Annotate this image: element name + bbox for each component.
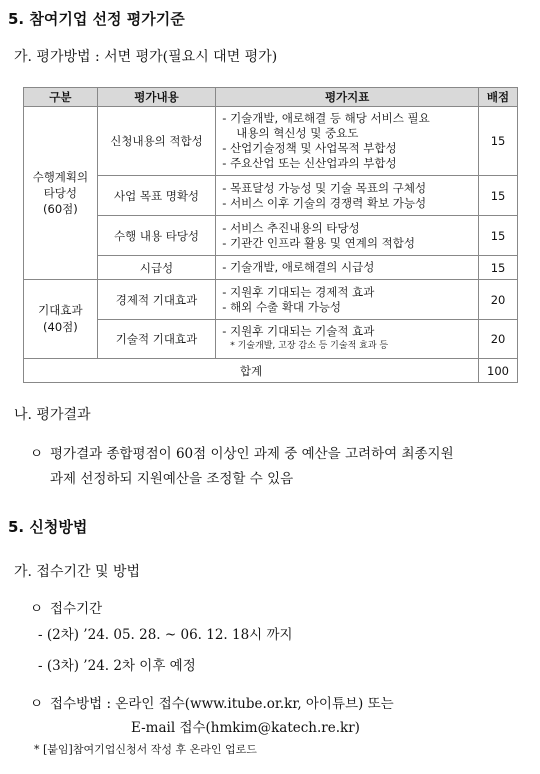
- apply-period-heading: 가. 접수기간 및 방법: [14, 564, 140, 580]
- indicator-cell: - 지원후 기대되는 경제적 효과 - 해외 수출 확대 가능성: [216, 280, 479, 320]
- indicator-cell: - 목표달성 가능성 및 기술 목표의 구체성 - 서비스 이후 기술의 경쟁력 확보 가능성: [216, 176, 479, 216]
- content-cell: 수행 내용 타당성: [97, 216, 216, 256]
- table-row: [24, 256, 518, 280]
- content-cell: 신청내용의 적합성: [97, 107, 216, 176]
- score-cell: 15: [479, 176, 518, 216]
- category-plan-validity: 수행계획의 타당성 (60점): [24, 107, 98, 280]
- table-row: [24, 176, 518, 216]
- header-score: 배점: [479, 88, 518, 107]
- content-cell: 사업 목표 명확성: [97, 176, 216, 216]
- method-line-1: 접수방법 : 온라인 접수(www.itube.or.kr, 아이튜브) 또는: [50, 696, 394, 712]
- result-bullet: ㅇ: [30, 446, 44, 462]
- table-row: [24, 320, 518, 359]
- indicator-cell: - 지원후 기대되는 기술적 효과 * 기술개발, 고장 감소 등 기술적 효과 등: [216, 320, 479, 359]
- indicator-cell: - 기술개발, 애로해결 등 해당 서비스 필요 내용의 혁신성 및 중요도 - 산업기술정책 및 사업목적 부합성 - 주요산업 또는 신산업과의 부합성: [216, 107, 479, 176]
- indicator-cell: - 기술개발, 애로해결의 시급성: [216, 256, 479, 280]
- content-cell: 경제적 기대효과: [97, 280, 216, 320]
- result-line-1: 평가결과 종합평점이 60점 이상인 과제 중 예산을 고려하여 최종지원: [50, 446, 454, 462]
- header-content: 평가내용: [97, 88, 216, 107]
- score-cell: 20: [479, 280, 518, 320]
- method-line-2: E-mail 접수(hmkim@katech.re.kr): [131, 720, 360, 736]
- table-row: [24, 216, 518, 256]
- total-score: 100: [479, 359, 518, 383]
- evaluation-criteria-table: [23, 87, 518, 383]
- header-indicator: 평가지표: [216, 88, 479, 107]
- total-label: 합계: [24, 359, 479, 383]
- section-title: 5. 참여기업 선정 평가기준: [8, 10, 185, 28]
- score-cell: 20: [479, 320, 518, 359]
- table-total-row: [24, 359, 518, 383]
- indicator-note: * 기술개발, 고장 감소 등 기술적 효과 등: [230, 341, 389, 351]
- result-line-2: 과제 선정하되 지원예산을 조정할 수 있음: [50, 471, 294, 487]
- category-expected-effect: 기대효과 (40점): [24, 280, 98, 359]
- indicator-cell: - 서비스 추진내용의 타당성 - 기관간 인프라 활용 및 연계의 적합성: [216, 216, 479, 256]
- period-item-3rd: - (3차) ’24. 2차 이후 예정: [38, 658, 196, 674]
- footnote: * [붙임]참여기업신청서 작성 후 온라인 업로드: [34, 743, 257, 756]
- score-cell: 15: [479, 107, 518, 176]
- content-cell: 기술적 기대효과: [97, 320, 216, 359]
- score-cell: 15: [479, 216, 518, 256]
- content-cell: 시급성: [97, 256, 216, 280]
- header-category: 구분: [24, 88, 98, 107]
- score-cell: 15: [479, 256, 518, 280]
- apply-section-title: 5. 신청방법: [8, 518, 88, 536]
- table-row: [24, 107, 518, 176]
- table-header-row: [24, 88, 518, 107]
- table-row: [24, 280, 518, 320]
- method-bullet: ㅇ: [30, 696, 44, 712]
- evaluation-method-heading: 가. 평가방법 : 서면 평가(필요시 대면 평가): [14, 49, 278, 65]
- result-heading: 나. 평가결과: [14, 407, 91, 423]
- period-label: 접수기간: [50, 601, 103, 617]
- period-bullet: ㅇ: [30, 601, 44, 617]
- period-item-2nd: - (2차) ’24. 05. 28. ~ 06. 12. 18시 까지: [38, 627, 293, 643]
